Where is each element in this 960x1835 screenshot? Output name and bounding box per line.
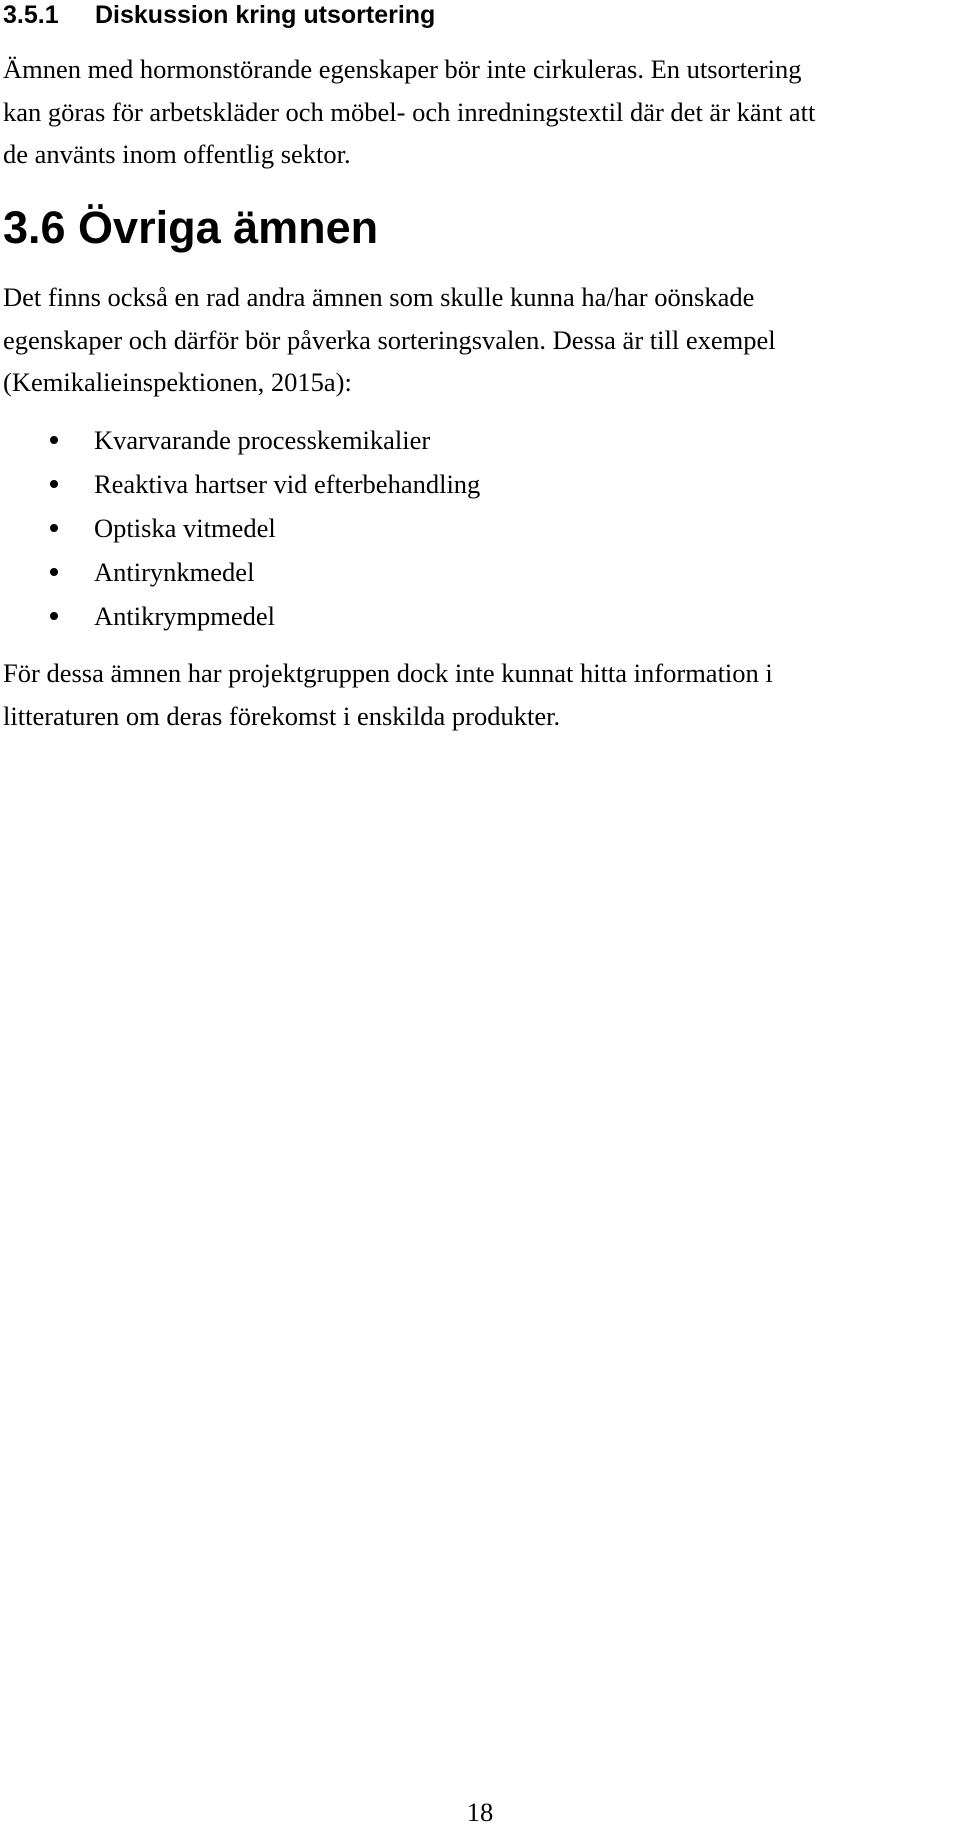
paragraph-line: kan göras för arbetskläder och möbel- och inredningstextil där det är känt att: [3, 96, 816, 127]
paragraph-line: Ämnen med hormonstörande egenskaper bör inte cirkuleras. En utsortering: [3, 54, 802, 84]
page-number: 18: [466, 1797, 494, 1827]
bullet-icon: [50, 568, 58, 576]
paragraph-line: de använts inom offentlig sektor.: [3, 139, 351, 169]
section-3-5-1-heading: [3, 0, 435, 30]
section-number: 3.5.1: [3, 1, 59, 29]
list-item-label: Antikrympmedel: [94, 601, 276, 631]
section-3-6-heading: 3.6 Övriga ämnen: [3, 202, 379, 253]
list-item: [0, 506, 480, 550]
section-title: Diskussion kring utsortering: [95, 1, 436, 29]
bullet-icon: [50, 524, 58, 532]
list-item-label: Optiska vitmedel: [94, 513, 276, 543]
discussion-paragraph: [3, 48, 815, 176]
paragraph-line: Det finns också en rad andra ämnen som skulle kunna ha/har oönskade: [3, 282, 755, 312]
list-item: [0, 418, 480, 462]
closing-paragraph: [3, 652, 773, 737]
substances-list: [0, 418, 480, 638]
paragraph-line: litteraturen om deras förekomst i enskilda produkter.: [3, 700, 561, 731]
list-item: [0, 594, 480, 638]
bullet-icon: [50, 436, 58, 444]
list-item-label: Kvarvarande processkemikalier: [94, 425, 431, 455]
list-item-label: Reaktiva hartser vid efterbehandling: [94, 469, 481, 499]
list-item: [0, 550, 480, 594]
paragraph-line: För dessa ämnen har projektgruppen dock inte kunnat hitta information i: [3, 658, 773, 688]
bullet-icon: [50, 612, 58, 620]
list-item-label: Antirynkmedel: [94, 557, 255, 587]
intro-paragraph: [3, 276, 776, 404]
bullet-icon: [50, 480, 58, 488]
list-item: [0, 462, 480, 506]
paragraph-line: (Kemikalieinspektionen, 2015a):: [3, 367, 352, 397]
paragraph-line: egenskaper och därför bör påverka sorteringsvalen. Dessa är till exempel: [3, 324, 776, 355]
